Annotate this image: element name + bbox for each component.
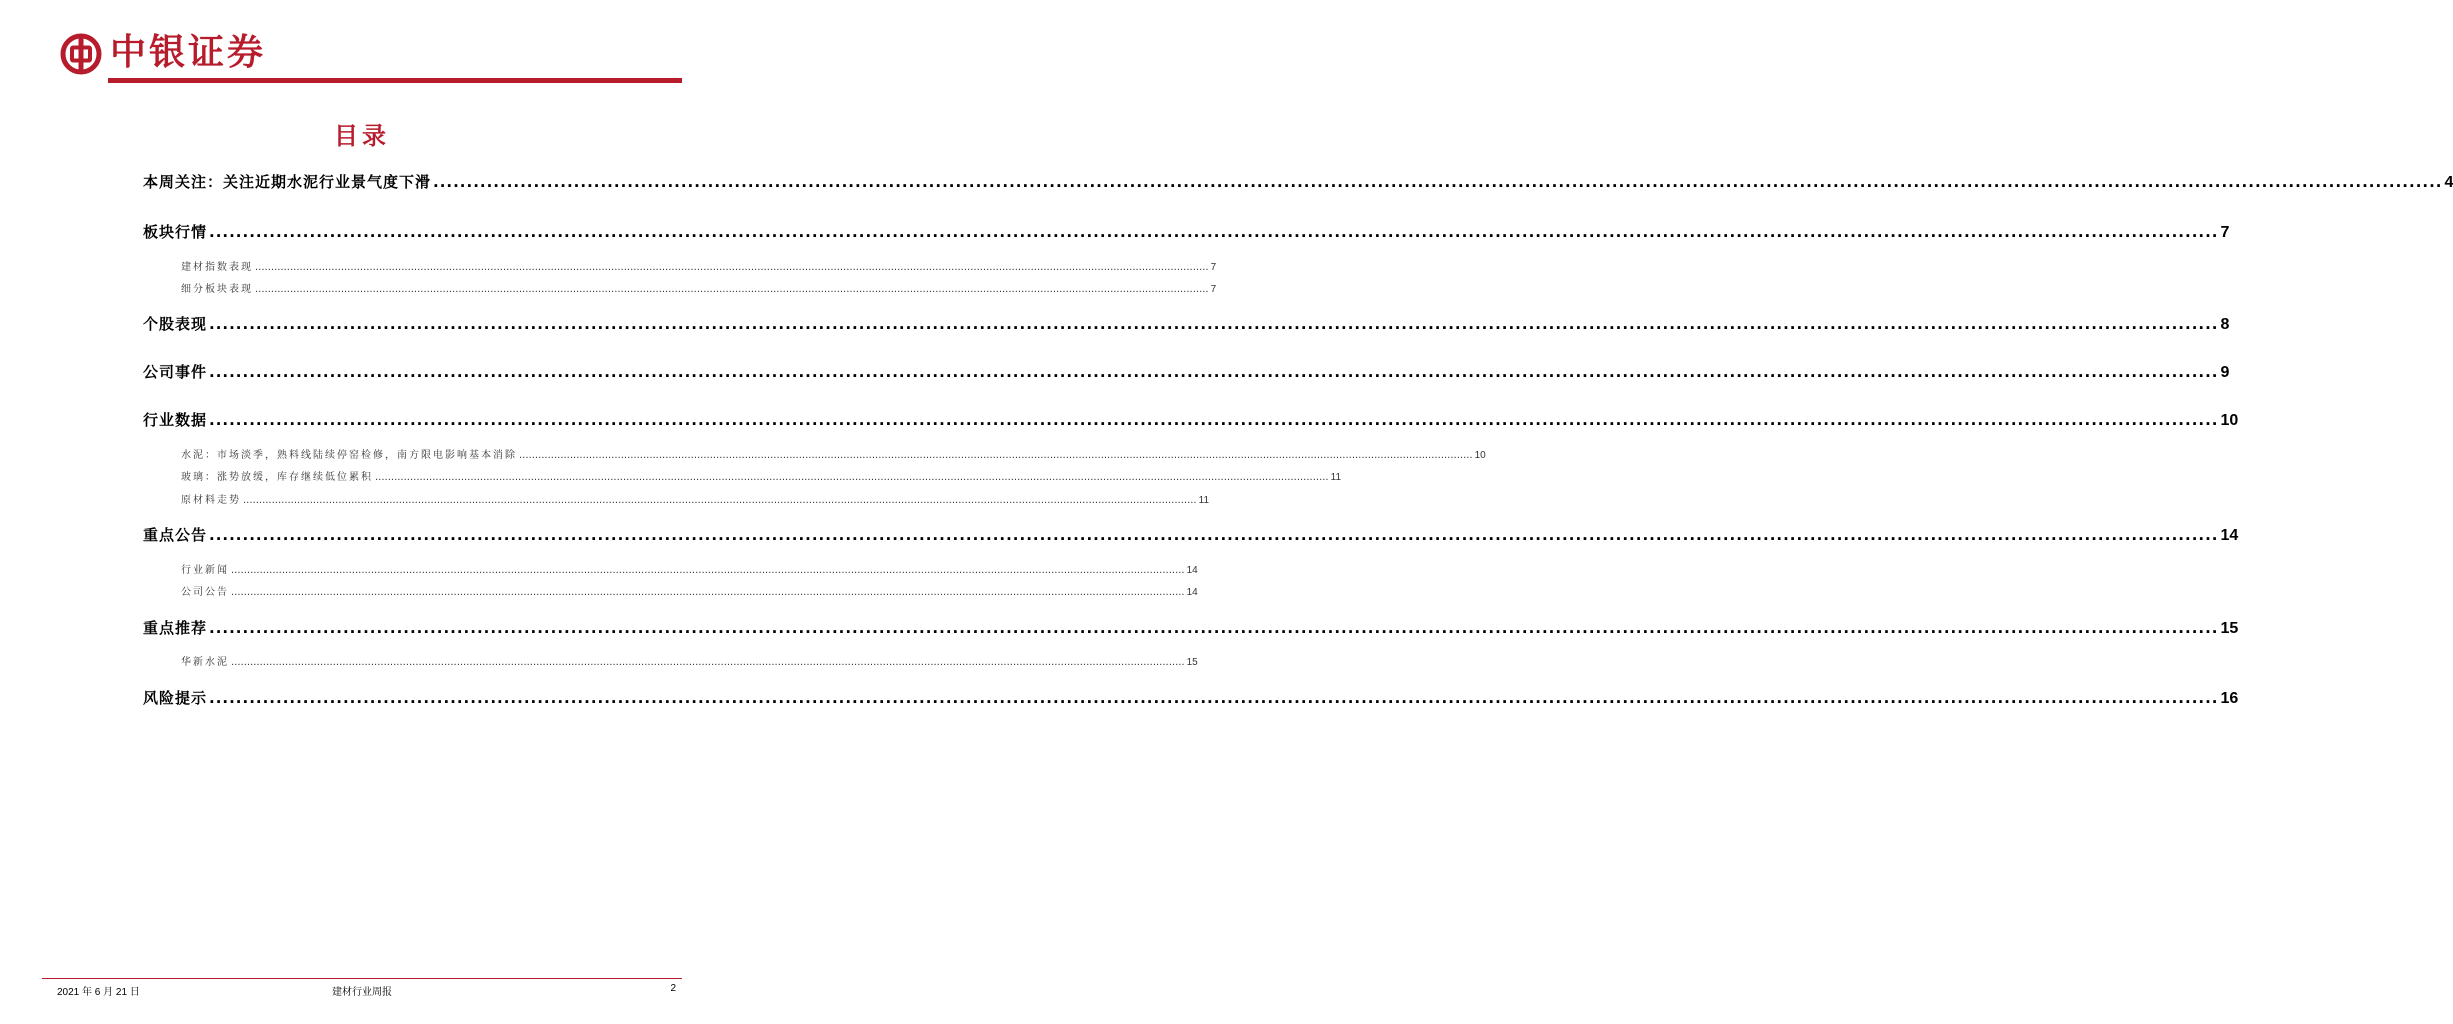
toc-entry-page: 14 xyxy=(1186,565,1198,576)
toc-entry-text: 本周关注：关注近期水泥行业景气度下滑 xyxy=(143,173,432,191)
toc-entry-page: 10 xyxy=(1474,450,1486,461)
toc-entry[interactable] xyxy=(143,171,2453,192)
toc-subentry[interactable] xyxy=(181,561,1198,576)
toc-entry[interactable] xyxy=(143,361,2230,382)
toc-entry-page: 15 xyxy=(2220,620,2239,637)
toc-entry-text: 个股表现 xyxy=(143,315,208,333)
toc-leader-dots: ............................................................................................................................................................................................................................................................................................................ xyxy=(209,619,2219,637)
report-name: 建材行业周报 xyxy=(332,987,392,998)
toc-entry-page: 11 xyxy=(1198,495,1210,506)
toc-entry-text: 公司公告 xyxy=(181,587,229,598)
toc-entry-text: 行业数据 xyxy=(143,411,208,429)
toc-entry-text: 华新水泥 xyxy=(181,657,229,668)
toc-entry[interactable] xyxy=(143,617,2239,638)
toc-leader-dots: ............................................................................................................................................................................................................................................................................................................ xyxy=(231,587,1185,598)
toc-entry-text: 行业新闻 xyxy=(181,565,229,576)
toc-entry-page: 9 xyxy=(2220,364,2230,381)
header-divider xyxy=(108,78,682,83)
toc-entry-page: 14 xyxy=(1186,587,1198,598)
toc-leader-dots: ............................................................................................................................................................................................................................................................................................................ xyxy=(209,526,2219,544)
bank-of-china-logo-icon xyxy=(60,33,102,75)
toc-entry-text: 水泥：市场淡季，熟料线陆续停窑检修，南方限电影响基本消除 xyxy=(181,450,517,461)
toc-leader-dots: ............................................................................................................................................................................................................................................................................................................ xyxy=(231,657,1185,668)
toc-entry-page: 11 xyxy=(1330,472,1342,483)
toc-entry-text: 风险提示 xyxy=(143,689,208,707)
toc-subentry[interactable] xyxy=(181,653,1198,668)
toc-leader-dots: ............................................................................................................................................................................................................................................................................................................ xyxy=(255,262,1209,273)
toc-leader-dots: ............................................................................................................................................................................................................................................................................................................ xyxy=(519,450,1473,461)
toc-entry[interactable] xyxy=(143,524,2239,545)
toc-entry-page: 7 xyxy=(2220,224,2230,241)
toc-entry-page: 4 xyxy=(2444,174,2453,191)
toc-entry-page: 15 xyxy=(1186,657,1198,668)
toc-leader-dots: ............................................................................................................................................................................................................................................................................................................ xyxy=(255,284,1209,295)
toc-entry-text: 细分板块表现 xyxy=(181,284,253,295)
toc-title: 目录 xyxy=(334,122,390,150)
toc-entry-text: 建材指数表现 xyxy=(181,262,253,273)
toc-entry-text: 玻璃：涨势放缓，库存继续低位累积 xyxy=(181,472,373,483)
toc-leader-dots: ............................................................................................................................................................................................................................................................................................................ xyxy=(375,472,1329,483)
toc-entry-page: 16 xyxy=(2220,690,2239,707)
page-header xyxy=(0,0,724,90)
toc-leader-dots: ............................................................................................................................................................................................................................................................................................................ xyxy=(209,363,2219,381)
toc-entry[interactable] xyxy=(143,687,2239,708)
toc-leader-dots: ............................................................................................................................................................................................................................................................................................................ xyxy=(231,565,1185,576)
toc-entry-text: 重点公告 xyxy=(143,526,208,544)
toc-subentry[interactable] xyxy=(181,583,1198,598)
toc-leader-dots: ............................................................................................................................................................................................................................................................................................................ xyxy=(209,223,2219,241)
toc-entry-page: 7 xyxy=(1210,284,1217,295)
brand-name: 中银证券 xyxy=(110,31,267,73)
toc-leader-dots: ............................................................................................................................................................................................................................................................................................................ xyxy=(209,411,2219,429)
toc-entry-page: 10 xyxy=(2220,412,2239,429)
toc-subentry[interactable] xyxy=(181,280,1217,295)
toc-subentry[interactable] xyxy=(181,446,1486,461)
toc-entry[interactable] xyxy=(143,313,2230,334)
toc-entry-page: 7 xyxy=(1210,262,1217,273)
toc-entry[interactable] xyxy=(143,221,2230,242)
toc-entry-page: 14 xyxy=(2220,527,2239,544)
report-date: 2021 年 6 月 21 日 xyxy=(57,987,140,998)
page-number: 2 xyxy=(670,983,676,994)
toc-leader-dots: ............................................................................................................................................................................................................................................................................................................ xyxy=(209,689,2219,707)
toc-entry-text: 公司事件 xyxy=(143,363,208,381)
toc-subentry[interactable] xyxy=(181,258,1217,273)
toc-entry-text: 重点推荐 xyxy=(143,619,208,637)
footer-divider xyxy=(42,978,682,979)
toc-entry-page: 8 xyxy=(2220,316,2230,333)
toc-leader-dots: ............................................................................................................................................................................................................................................................................................................ xyxy=(209,315,2219,333)
toc-subentry[interactable] xyxy=(181,491,1210,506)
toc-leader-dots: ............................................................................................................................................................................................................................................................................................................ xyxy=(243,495,1197,506)
toc-entry-text: 原材料走势 xyxy=(181,495,241,506)
toc-subentry[interactable] xyxy=(181,468,1342,483)
toc-leader-dots: ............................................................................................................................................................................................................................................................................................................ xyxy=(433,173,2443,191)
toc-entry-text: 板块行情 xyxy=(143,223,208,241)
toc-entry[interactable] xyxy=(143,409,2239,430)
